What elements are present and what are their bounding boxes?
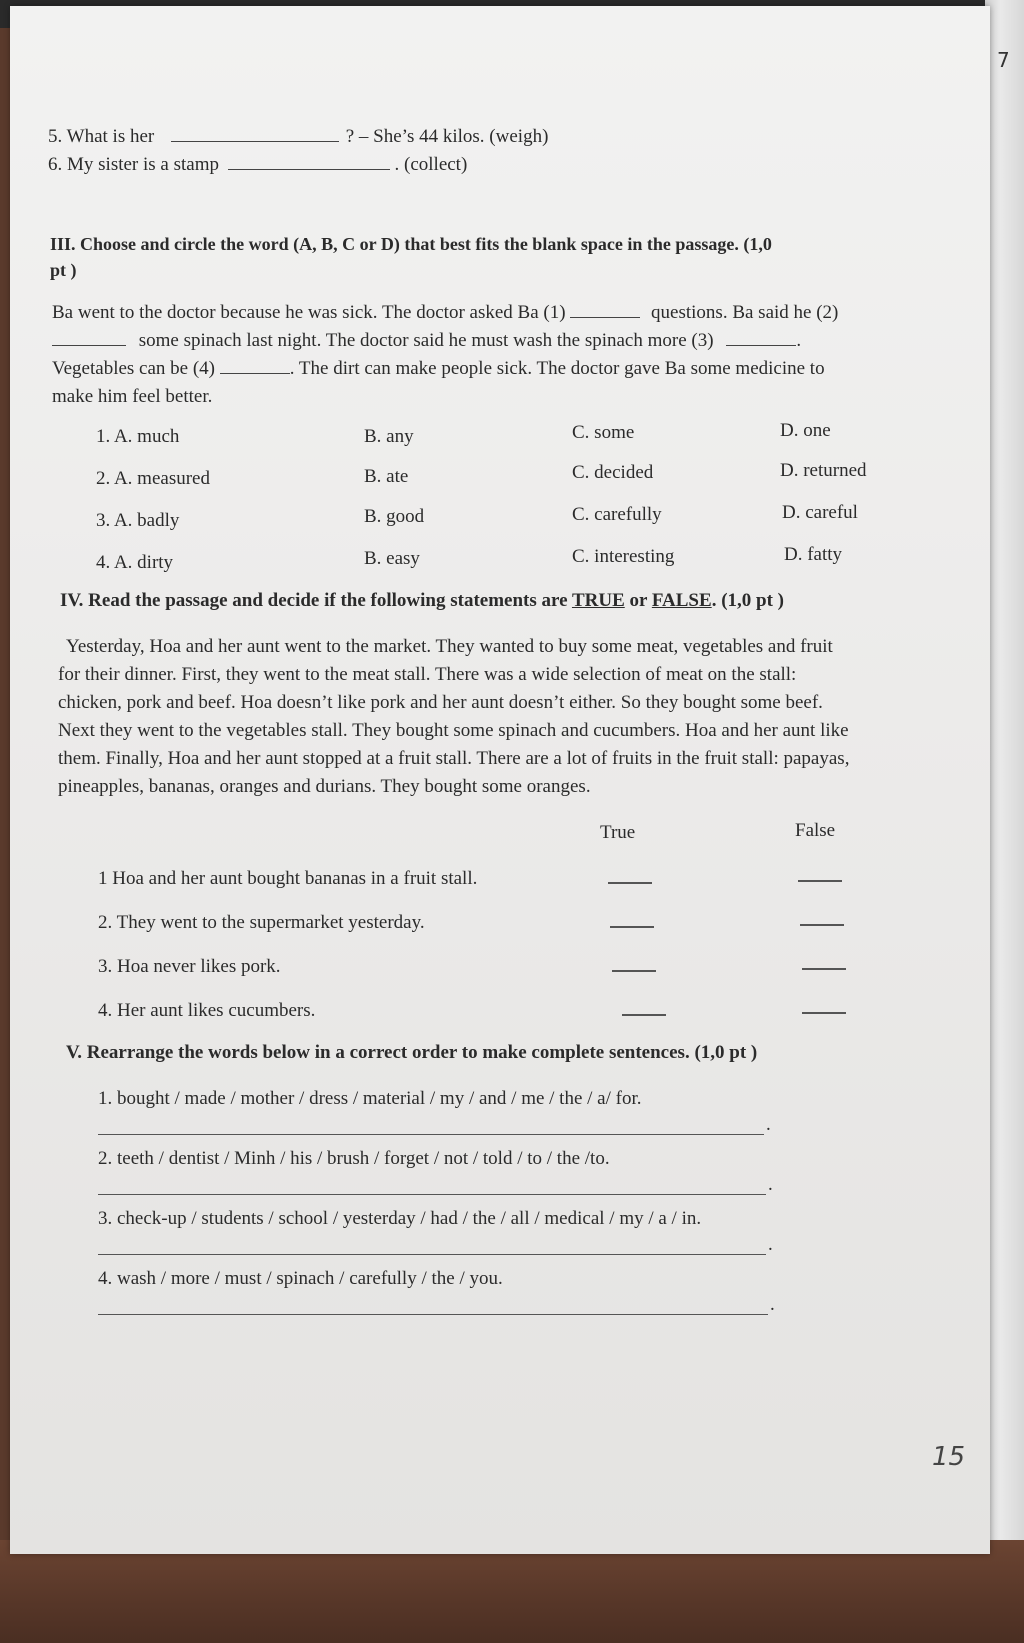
question-5-blank[interactable] [171,127,339,142]
question-5 [48,126,548,149]
option-2d[interactable]: D. returned [780,460,867,481]
blank-3[interactable] [726,331,796,346]
table-surface [0,1540,1024,1643]
blank-4[interactable] [220,359,290,374]
rearrange-item-1: 1. bought / made / mother / dress / material / my / and / me / the / a/ for. [98,1088,642,1109]
option-4a[interactable]: 4. A. dirty [96,552,174,573]
section-4-title [60,590,784,613]
statement-4: 4. Her aunt likes cucumbers. [98,1000,316,1021]
answer-end-mark: . [768,1174,773,1195]
section-3-passage-line-3 [52,358,825,381]
rearrange-item-4: 4. wash / more / must / spinach / carefully / the / you. [98,1268,503,1289]
option-2a[interactable]: 2. A. measured [96,468,210,489]
question-6 [48,154,467,177]
question-5-hint: ? – She’s 44 kilos. (weigh) [345,126,549,147]
answer-line-4[interactable] [98,1314,768,1315]
option-3a[interactable]: 3. A. badly [96,510,180,531]
statement-1: 1 Hoa and her aunt bought bananas in a fruit stall. [98,868,478,889]
passage-text: Ba went to the doctor because he was sick. The doctor asked Ba (1) [52,302,566,323]
option-1a[interactable]: 1. A. much [96,426,180,447]
column-false: False [795,820,836,841]
true-blank-3[interactable] [612,970,656,972]
column-true: True [600,822,636,843]
question-5-text: 5. What is her [48,126,155,147]
worksheet-page [10,6,990,1554]
passage-line: Next they went to the vegetables stall. They bought some spinach and cucumbers. Hoa and her aunt like [58,720,849,741]
section-4-title-text: IV. Read the passage and decide if the following statements are [60,590,572,611]
blank-2[interactable] [52,331,126,346]
option-4d[interactable]: D. fatty [784,544,843,565]
blank-1[interactable] [570,303,640,318]
section-4-title-text: . (1,0 pt ) [711,590,784,611]
option-4b[interactable]: B. easy [364,548,420,569]
section-3-title: III. Choose and circle the word (A, B, C or D) that best fits the blank space in the passage. (1,0 [50,234,772,254]
answer-end-mark: . [768,1234,773,1255]
passage-line: chicken, pork and beef. Hoa doesn’t like pork and her aunt doesn’t either. So they bought some beef. [58,692,823,713]
passage-line: pineapples, bananas, oranges and durians. They bought some oranges. [58,776,591,797]
option-1d[interactable]: D. one [780,420,831,441]
false-word: FALSE [651,590,712,611]
section-3-title-cont: pt ) [50,260,77,280]
next-page-edge [985,0,1024,1560]
true-word: TRUE [571,590,625,611]
answer-line-3[interactable] [98,1254,766,1255]
option-3c[interactable]: C. carefully [572,504,662,525]
option-4c[interactable]: C. interesting [572,546,675,567]
true-blank-2[interactable] [610,926,654,928]
false-blank-3[interactable] [802,968,846,970]
false-blank-4[interactable] [802,1012,846,1014]
option-3b[interactable]: B. good [364,506,425,527]
section-4-title-text: or [624,590,652,611]
passage-text: questions. Ba said he (2) [651,302,839,323]
passage-text: . The dirt can make people sick. The doctor gave Ba some medicine to [289,358,825,379]
question-6-hint: . (collect) [394,154,468,175]
section-3-passage-line-2 [52,330,801,353]
option-1c[interactable]: C. some [572,422,635,443]
option-2b[interactable]: B. ate [364,466,409,487]
answer-line-1[interactable] [98,1134,764,1135]
rearrange-item-3: 3. check-up / students / school / yesterday / had / the / all / medical / my / a / in. [98,1208,702,1229]
answer-end-mark: . [766,1114,771,1135]
page-number: 15 [932,1442,966,1472]
option-2c[interactable]: C. decided [572,462,654,483]
passage-line: Yesterday, Hoa and her aunt went to the market. They wanted to buy some meat, vegetables and fruit [66,636,833,657]
true-blank-4[interactable] [622,1014,666,1016]
passage-line: them. Finally, Hoa and her aunt stopped at a fruit stall. There are a lot of fruits in the fruit stall: papayas, [58,748,850,769]
section-5-title: V. Rearrange the words below in a correct order to make complete sentences. (1,0 pt ) [66,1042,758,1063]
question-6-blank[interactable] [228,155,390,170]
section-3-passage-line-4: make him feel better. [52,386,213,407]
answer-end-mark: . [770,1294,775,1315]
answer-line-2[interactable] [98,1194,766,1195]
statement-3: 3. Hoa never likes pork. [98,956,281,977]
passage-text: . [796,330,802,351]
passage-line: for their dinner. First, they went to the meat stall. There was a wide selection of meat on the stall: [58,664,797,685]
option-1b[interactable]: B. any [364,426,414,447]
question-6-text: 6. My sister is a stamp [48,154,219,175]
false-blank-2[interactable] [800,924,844,926]
statement-2: 2. They went to the supermarket yesterday. [98,912,425,933]
true-blank-1[interactable] [608,882,652,884]
false-blank-1[interactable] [798,880,842,882]
edge-mark: 7 [997,48,1010,72]
passage-text: Vegetables can be (4) [52,358,216,379]
section-3-passage-line-1 [52,302,838,325]
rearrange-item-2: 2. teeth / dentist / Minh / his / brush / forget / not / told / to / the /to. [98,1148,610,1169]
option-3d[interactable]: D. careful [782,502,858,523]
passage-text: some spinach last night. The doctor said he must wash the spinach more (3) [138,330,714,351]
